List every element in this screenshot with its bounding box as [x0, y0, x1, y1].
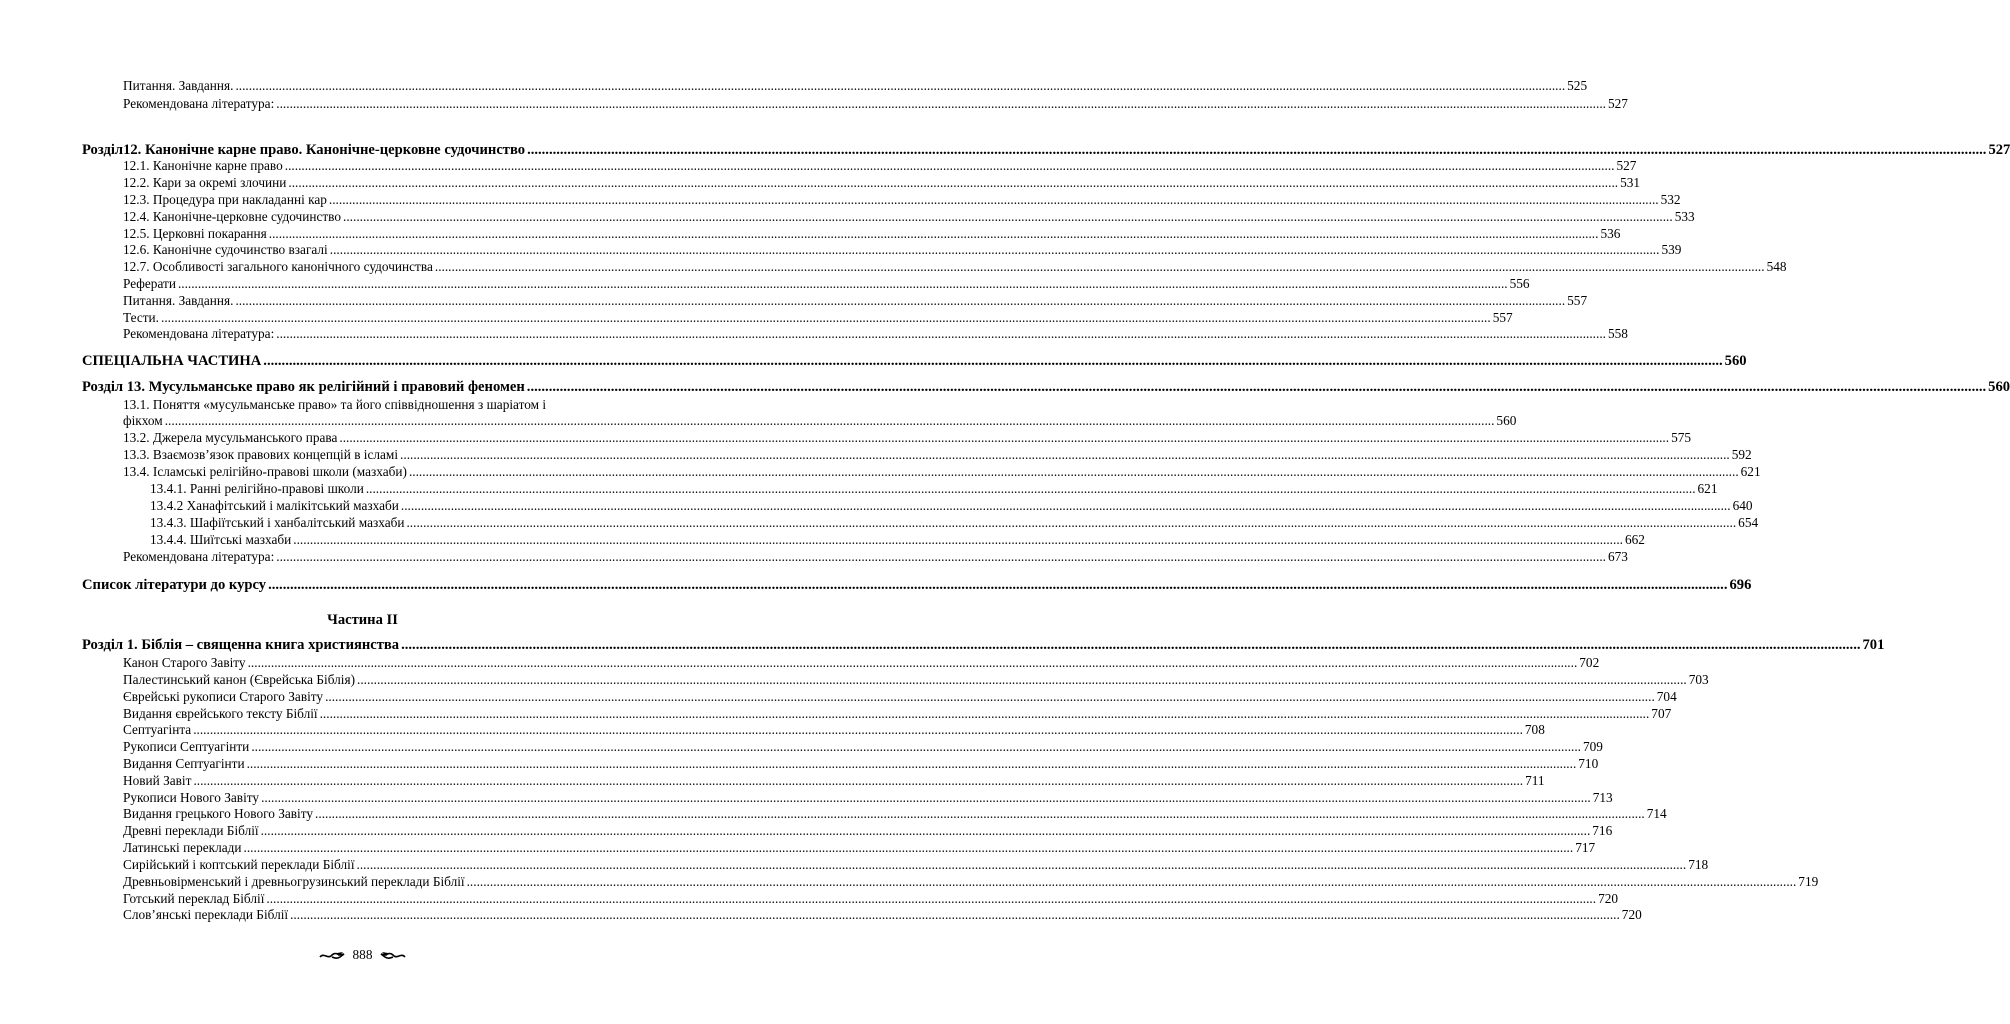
toc-entry-title: Список літератури до курсу: [82, 577, 267, 593]
toc-entry-title: 13.4. Ісламські релігійно-правові школи (мазхаби): [123, 464, 407, 479]
dot-leader: ................................................................................................................................................................................................................................................................................................................................................................................................................: [328, 192, 1659, 207]
toc-entry: [123, 549, 1628, 565]
toc-page-number: 558: [1607, 326, 1628, 341]
dot-leader: ................................................................................................................................................................................................................................................................................................................................................................................................................: [284, 158, 1615, 173]
toc-page-number: 560: [1496, 413, 1517, 428]
toc-entry-title: Розділ12. Канонічне карне право. Канонічне-церковне судочинство: [82, 142, 526, 158]
page-footer: [0, 946, 725, 963]
toc-entry-title: 13.4.4. Шиїтські мазхаби: [150, 532, 292, 547]
toc-entry: [123, 689, 1677, 705]
ornament-left-icon: [319, 947, 345, 963]
toc-entry-title: Новий Завіт: [123, 773, 192, 788]
toc-entry: [123, 756, 1599, 772]
toc-entry-title: Рукописи Нового Завіту: [123, 790, 260, 805]
toc-page-number: 704: [1656, 689, 1677, 704]
toc-entry: [123, 840, 1596, 856]
toc-entry: [123, 464, 1761, 480]
dot-leader: ................................................................................................................................................................................................................................................................................................................................................................................................................: [235, 293, 1566, 308]
toc-entry-title: Єврейські рукописи Старого Завіту: [123, 689, 324, 704]
toc-entry: [150, 498, 1753, 514]
part-heading: Частина ІІ: [327, 612, 398, 628]
toc-page-number: 531: [1620, 175, 1641, 190]
toc-section-heading: [82, 352, 1747, 370]
toc-page-number: 575: [1671, 430, 1692, 445]
toc-entry: [123, 209, 1695, 225]
dot-leader: ................................................................................................................................................................................................................................................................................................................................................................................................................: [260, 823, 1591, 838]
toc-entry-title: 13.4.3. Шафіїтський і ханбалітський мазхаби: [150, 515, 405, 530]
toc-entry-title: 12.4. Канонічне-церковне судочинство: [123, 209, 342, 224]
toc-entry-title: 12.7. Особливості загального канонічного судочинства: [123, 259, 433, 274]
toc-entry: [123, 158, 1637, 174]
toc-entry: [123, 907, 1642, 923]
toc-entry-title: Видання грецького Нового Завіту: [123, 806, 314, 821]
dot-leader: ................................................................................................................................................................................................................................................................................................................................................................................................................: [276, 96, 1606, 111]
toc-page-number: 557: [1492, 310, 1513, 325]
toc-entry: [123, 739, 1603, 755]
toc-page-number: 557: [1567, 293, 1588, 308]
toc-entry-title: Реферати: [123, 276, 176, 291]
toc-page-number: 673: [1607, 549, 1628, 564]
dot-leader: ................................................................................................................................................................................................................................................................................................................................................................................................................: [276, 326, 1606, 341]
dot-leader: ................................................................................................................................................................................................................................................................................................................................................................................................................: [193, 773, 1524, 788]
toc-page-number: 713: [1592, 790, 1613, 805]
toc-entry: [123, 326, 1628, 342]
toc-entry-title: Слов’янські переклади Біблії: [123, 907, 289, 922]
dot-leader: ................................................................................................................................................................................................................................................................................................................................................................................................................: [356, 857, 1687, 872]
toc-page-number: 536: [1600, 226, 1621, 241]
toc-entry-title: Сирійський і коптський переклади Біблії: [123, 857, 355, 872]
toc-section-heading: [82, 378, 2010, 396]
dot-leader: ................................................................................................................................................................................................................................................................................................................................................................................................................: [247, 655, 1578, 670]
toc-entry-title: СПЕЦІАЛЬНА ЧАСТИНА: [82, 353, 262, 369]
toc-entry-title: Канон Старого Завіту: [123, 655, 246, 670]
toc-page-number: 548: [1766, 259, 1787, 274]
toc-entry: [123, 192, 1681, 208]
dot-leader: ................................................................................................................................................................................................................................................................................................................................................................................................................: [276, 549, 1606, 564]
toc-entry-title: Видання Септуагінти: [123, 756, 245, 771]
toc-page-number: 592: [1731, 447, 1752, 462]
toc-page-number: 532: [1660, 192, 1681, 207]
toc-entry: [123, 790, 1613, 806]
toc-page-number: 718: [1688, 857, 1709, 872]
dot-leader: ................................................................................................................................................................................................................................................................................................................................................................................................................: [193, 722, 1523, 737]
dot-leader: ................................................................................................................................................................................................................................................................................................................................................................................................................: [243, 840, 1574, 855]
toc-entry-title: Древньовірменський і древньогрузинський переклади Біблії: [123, 874, 465, 889]
ornament-right-icon: [380, 947, 406, 963]
toc-entry: [123, 857, 1709, 873]
toc-page-number: 539: [1661, 242, 1682, 257]
dot-leader: ................................................................................................................................................................................................................................................................................................................................................................................................................: [329, 242, 1660, 257]
toc-entry: [123, 874, 1819, 890]
toc-entry-title: Готський переклад Біблії: [123, 891, 265, 906]
toc-page-number: 621: [1697, 481, 1718, 496]
dot-leader: ................................................................................................................................................................................................................................................................................................................................................................................................................: [290, 907, 1620, 922]
dot-leader: ................................................................................................................................................................................................................................................................................................................................................................................................................: [246, 756, 1577, 771]
toc-section-heading: [82, 141, 2010, 159]
toc-page-number: 662: [1624, 532, 1645, 547]
toc-entry: [123, 891, 1619, 907]
toc-entry-title: Тести.: [123, 310, 160, 325]
toc-page-number: 527: [1607, 96, 1628, 111]
toc-page-number: 716: [1592, 823, 1613, 838]
dot-leader: ................................................................................................................................................................................................................................................................................................................................................................................................................: [319, 706, 1650, 721]
dot-leader: ................................................................................................................................................................................................................................................................................................................................................................................................................: [365, 481, 1696, 496]
toc-page-number: 701: [1862, 637, 1885, 653]
toc-entry-title: 13.2. Джерела мусульманського права: [123, 430, 338, 445]
toc-section-heading: [82, 576, 1752, 594]
toc-entry: [123, 806, 1667, 822]
toc-entry: [123, 706, 1672, 722]
toc-entry-title: Питання. Завдання.: [123, 78, 234, 93]
toc-page-number: 527: [1988, 142, 2010, 158]
toc-entry-title: Рекомендована література:: [123, 549, 275, 564]
toc-entry-title: Септуагінта: [123, 722, 192, 737]
toc-entry-title: Питання. Завдання.: [123, 293, 234, 308]
toc-entry-title: Рекомендована література:: [123, 96, 275, 111]
dot-leader: ................................................................................................................................................................................................................................................................................................................................................................................................................: [466, 874, 1797, 889]
toc-entry-title: 13.1. Поняття «мусульманське право» та його співвідношення з шаріатом і: [123, 397, 547, 412]
toc-page-number: 703: [1688, 672, 1709, 687]
toc-entry: [150, 481, 1718, 497]
toc-entry: [123, 276, 1530, 292]
dot-leader: ................................................................................................................................................................................................................................................................................................................................................................................................................: [401, 637, 1861, 653]
dot-leader: ................................................................................................................................................................................................................................................................................................................................................................................................................: [177, 276, 1508, 291]
toc-entry: [123, 773, 1545, 789]
toc-page-number: 711: [1525, 773, 1545, 788]
toc-page-number: 717: [1575, 840, 1596, 855]
toc-entry: [123, 78, 1588, 94]
toc-entry-title: 12.2. Кари за окремі злочини: [123, 175, 287, 190]
toc-entry-title: Латинські переклади: [123, 840, 242, 855]
dot-leader: ................................................................................................................................................................................................................................................................................................................................................................................................................: [339, 430, 1670, 445]
toc-page-number: 710: [1578, 756, 1599, 771]
toc-entry-title: 13.3. Взаємозв’язок правових концепцій в ісламі: [123, 447, 399, 462]
dot-leader: ................................................................................................................................................................................................................................................................................................................................................................................................................: [434, 259, 1765, 274]
toc-page-number: 696: [1729, 577, 1752, 593]
toc-page-number: 560: [1988, 379, 2010, 395]
toc-page-number: 708: [1524, 722, 1545, 737]
toc-entry: [123, 242, 1682, 258]
toc-entry: [123, 430, 1692, 446]
dot-leader: ................................................................................................................................................................................................................................................................................................................................................................................................................: [268, 226, 1599, 241]
toc-page-number: 707: [1651, 706, 1672, 721]
dot-leader: ................................................................................................................................................................................................................................................................................................................................................................................................................: [288, 175, 1619, 190]
dot-leader: ................................................................................................................................................................................................................................................................................................................................................................................................................: [343, 209, 1673, 224]
dot-leader: ................................................................................................................................................................................................................................................................................................................................................................................................................: [161, 310, 1491, 325]
dot-leader: ................................................................................................................................................................................................................................................................................................................................................................................................................: [526, 379, 1987, 395]
dot-leader: ................................................................................................................................................................................................................................................................................................................................................................................................................: [357, 672, 1687, 687]
toc-entry-title: Древні переклади Біблії: [123, 823, 259, 838]
toc-entry: [123, 823, 1613, 839]
toc-entry: [123, 672, 1709, 688]
toc-entry: [123, 226, 1621, 242]
toc-entry: [123, 722, 1545, 738]
dot-leader: ................................................................................................................................................................................................................................................................................................................................................................................................................: [268, 577, 1728, 593]
toc-entry-title: Видання єврейського тексту Біблії: [123, 706, 318, 721]
toc-entry-title: 13.4.1. Ранні релігійно-правові школи: [150, 481, 364, 496]
dot-leader: ................................................................................................................................................................................................................................................................................................................................................................................................................: [527, 142, 1987, 158]
toc-section-heading: [82, 636, 1885, 654]
toc-entry: [123, 259, 1787, 275]
toc-entry-title: фікхом: [123, 413, 163, 428]
toc-page-number: 714: [1646, 806, 1667, 821]
dot-leader: ................................................................................................................................................................................................................................................................................................................................................................................................................: [293, 532, 1623, 547]
toc-entry-title: Рукописи Септуагінти: [123, 739, 250, 754]
dot-leader: ................................................................................................................................................................................................................................................................................................................................................................................................................: [408, 464, 1739, 479]
dot-leader: ................................................................................................................................................................................................................................................................................................................................................................................................................: [263, 353, 1723, 369]
toc-page-number: 719: [1798, 874, 1819, 889]
toc-entry: [123, 413, 1517, 429]
toc-page-number: 709: [1583, 739, 1603, 754]
toc-entry-title: Розділ 1. Біблія – священна книга християнства: [82, 637, 400, 653]
dot-leader: ................................................................................................................................................................................................................................................................................................................................................................................................................: [261, 790, 1591, 805]
toc-entry-title: 12.6. Канонічне судочинство взагалі: [123, 242, 328, 257]
toc-page-number: 654: [1738, 515, 1759, 530]
toc-page-number: 533: [1674, 209, 1695, 224]
toc-entry-title: 12.3. Процедура при накладанні кар: [123, 192, 327, 207]
toc-entry-title: Палестинський канон (Єврейська Біблія): [123, 672, 356, 687]
toc-page-number: 621: [1740, 464, 1761, 479]
toc-entry-title: Рекомендована література:: [123, 326, 275, 341]
toc-page-number: 720: [1621, 907, 1642, 922]
dot-leader: ................................................................................................................................................................................................................................................................................................................................................................................................................: [266, 891, 1597, 906]
dot-leader: ................................................................................................................................................................................................................................................................................................................................................................................................................: [235, 78, 1566, 93]
toc-entry: [123, 310, 1513, 326]
toc-entry-title: 13.4.2 Ханафітський і малікітський мазхаби: [150, 498, 399, 513]
toc-entry: [150, 532, 1645, 548]
page-number: 888: [352, 946, 373, 962]
toc-entry: [123, 293, 1588, 309]
toc-entry-title: 12.5. Церковні покарання: [123, 226, 267, 241]
toc-page-number: 560: [1724, 353, 1747, 369]
toc-page-number: 640: [1732, 498, 1753, 513]
dot-leader: ................................................................................................................................................................................................................................................................................................................................................................................................................: [164, 413, 1495, 428]
toc-entry: [123, 175, 1641, 191]
toc-page-number: 525: [1567, 78, 1588, 93]
toc-entry-title: Розділ 13. Мусульманське право як релігійний і правовий феномен: [82, 379, 525, 395]
toc-entry: [150, 515, 1759, 531]
toc-entry: [123, 655, 1600, 671]
toc-page-number: 527: [1616, 158, 1637, 173]
dot-leader: ................................................................................................................................................................................................................................................................................................................................................................................................................: [400, 498, 1731, 513]
dot-leader: ................................................................................................................................................................................................................................................................................................................................................................................................................: [325, 689, 1655, 704]
toc-entry-title: 12.1. Канонічне карне право: [123, 158, 283, 173]
toc-page-number: 720: [1598, 891, 1619, 906]
dot-leader: ................................................................................................................................................................................................................................................................................................................................................................................................................: [315, 806, 1645, 821]
dot-leader: ................................................................................................................................................................................................................................................................................................................................................................................................................: [406, 515, 1737, 530]
dot-leader: ................................................................................................................................................................................................................................................................................................................................................................................................................: [400, 447, 1730, 462]
toc-page-number: 702: [1579, 655, 1600, 670]
dot-leader: ................................................................................................................................................................................................................................................................................................................................................................................................................: [251, 739, 1581, 754]
toc-entry: [123, 447, 1752, 463]
toc-entry: [123, 96, 1628, 112]
toc-page-number: 556: [1509, 276, 1530, 291]
